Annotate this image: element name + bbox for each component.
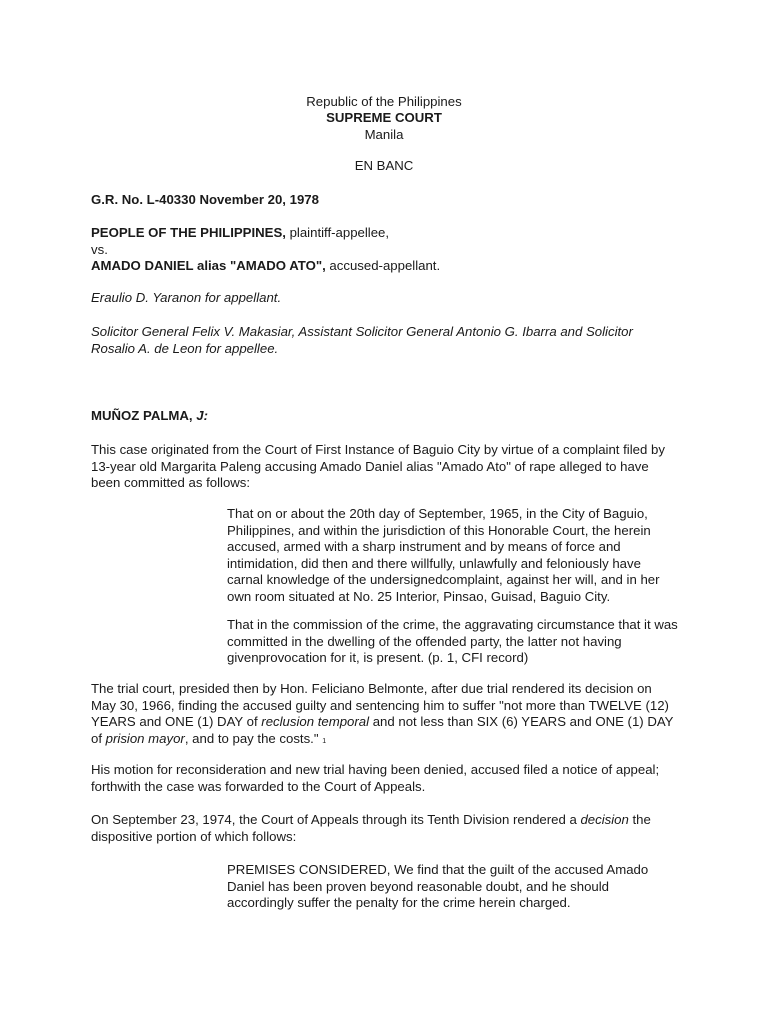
text-line: On September 23, 1974, the Court of Appeals through its Tenth Division rendered a decision the	[91, 812, 651, 827]
court-heading: SUPREME COURT	[326, 110, 442, 125]
text-line: His motion for reconsideration and new trial having been denied, accused filed a notice of appeal;	[91, 762, 660, 777]
counsel-appellee-line: Solicitor General Felix V. Makasiar, Assistant Solicitor General Antonio G. Ibarra and Solicitor	[91, 324, 633, 339]
counsel-appellee-line: Rosalio A. de Leon for appellee.	[91, 340, 279, 356]
versus: vs.	[91, 241, 108, 257]
text-line: PREMISES CONSIDERED, We find that the guilt of the accused Amado	[227, 862, 649, 877]
text-line: That on or about the 20th day of September, 1965, in the City of Baguio,	[227, 506, 648, 521]
paragraph-1	[91, 442, 691, 492]
text-line: carnal knowledge of the undersignedcomplaint, against her will, and in her	[227, 572, 660, 587]
text-line: givenprovocation for it, is present. (p. 1, CFI record)	[227, 650, 529, 665]
text-line: Philippines, and within the jurisdiction of this Honorable Court, the herein	[227, 522, 651, 538]
plaintiff-name: PEOPLE OF THE PHILIPPINES,	[91, 225, 286, 240]
city-heading: Manila	[364, 127, 404, 142]
footnote-link[interactable]: 1	[322, 737, 327, 745]
text-line: accused, armed with a sharp instrument and by means of force and	[227, 539, 621, 554]
block-quote-complaint	[227, 506, 687, 605]
block-quote-decision	[227, 862, 687, 912]
paragraph-3	[91, 762, 691, 795]
block-quote-aggravating	[227, 617, 687, 667]
ponente	[91, 408, 691, 425]
plaintiff-line	[91, 225, 691, 242]
ponente-name: MUÑOZ PALMA,	[91, 408, 197, 423]
text-line: committed in the dwelling of the offended party, the latter not having	[227, 633, 622, 649]
accused-role: accused-appellant.	[325, 258, 441, 273]
paragraph-2	[91, 681, 691, 750]
text-line: own room situated at No. 25 Interior, Pinsao, Guisad, Baguio City.	[227, 588, 611, 604]
text-line: 13-year old Margarita Paleng accusing Amado Daniel alias "Amado Ato" of rape alleged to have	[91, 458, 649, 474]
text-line: of prision mayor, and to pay the costs." 1	[91, 730, 327, 746]
accused-line	[91, 258, 691, 275]
text-line: accordingly suffer the penalty for the crime herein charged.	[227, 895, 571, 910]
text-line: dispositive portion of which follows:	[91, 828, 297, 844]
text-line: forthwith the case was forwarded to the Court of Appeals.	[91, 778, 426, 794]
plaintiff-role: plaintiff-appellee,	[285, 225, 390, 240]
paragraph-4	[91, 812, 691, 845]
republic-heading: Republic of the Philippines	[306, 94, 462, 109]
text-line: The trial court, presided then by Hon. Feliciano Belmonte, after due trial rendered its decision on	[91, 681, 652, 696]
ponente-title: J:	[196, 408, 208, 423]
text-line: Daniel has been proven beyond reasonable doubt, and he should	[227, 878, 609, 894]
text-line: been committed as follows:	[91, 475, 251, 490]
text-line: May 30, 1966, finding the accused guilty and sentencing him to suffer "not more than TWELVE (12)	[91, 697, 669, 713]
counsel-appellant: Eraulio D. Yaranon for appellant.	[91, 290, 282, 305]
text-line: intimidation, did then and there willfully, unlawfully and feloniously have	[227, 555, 641, 571]
text-line: That in the commission of the crime, the aggravating circumstance that it was	[227, 617, 678, 632]
case-number: G.R. No. L-40330 November 20, 1978	[91, 192, 319, 207]
accused-name: AMADO DANIEL alias "AMADO ATO",	[91, 258, 326, 273]
text-line: YEARS and ONE (1) DAY of reclusion temporal and not less than SIX (6) YEARS and ONE (1) DAY	[91, 714, 674, 729]
counsel-appellee	[91, 324, 691, 357]
division-heading: EN BANC	[354, 158, 414, 173]
text-line: This case originated from the Court of First Instance of Baguio City by virtue of a complaint filed by	[91, 442, 665, 457]
case-title	[91, 225, 691, 275]
